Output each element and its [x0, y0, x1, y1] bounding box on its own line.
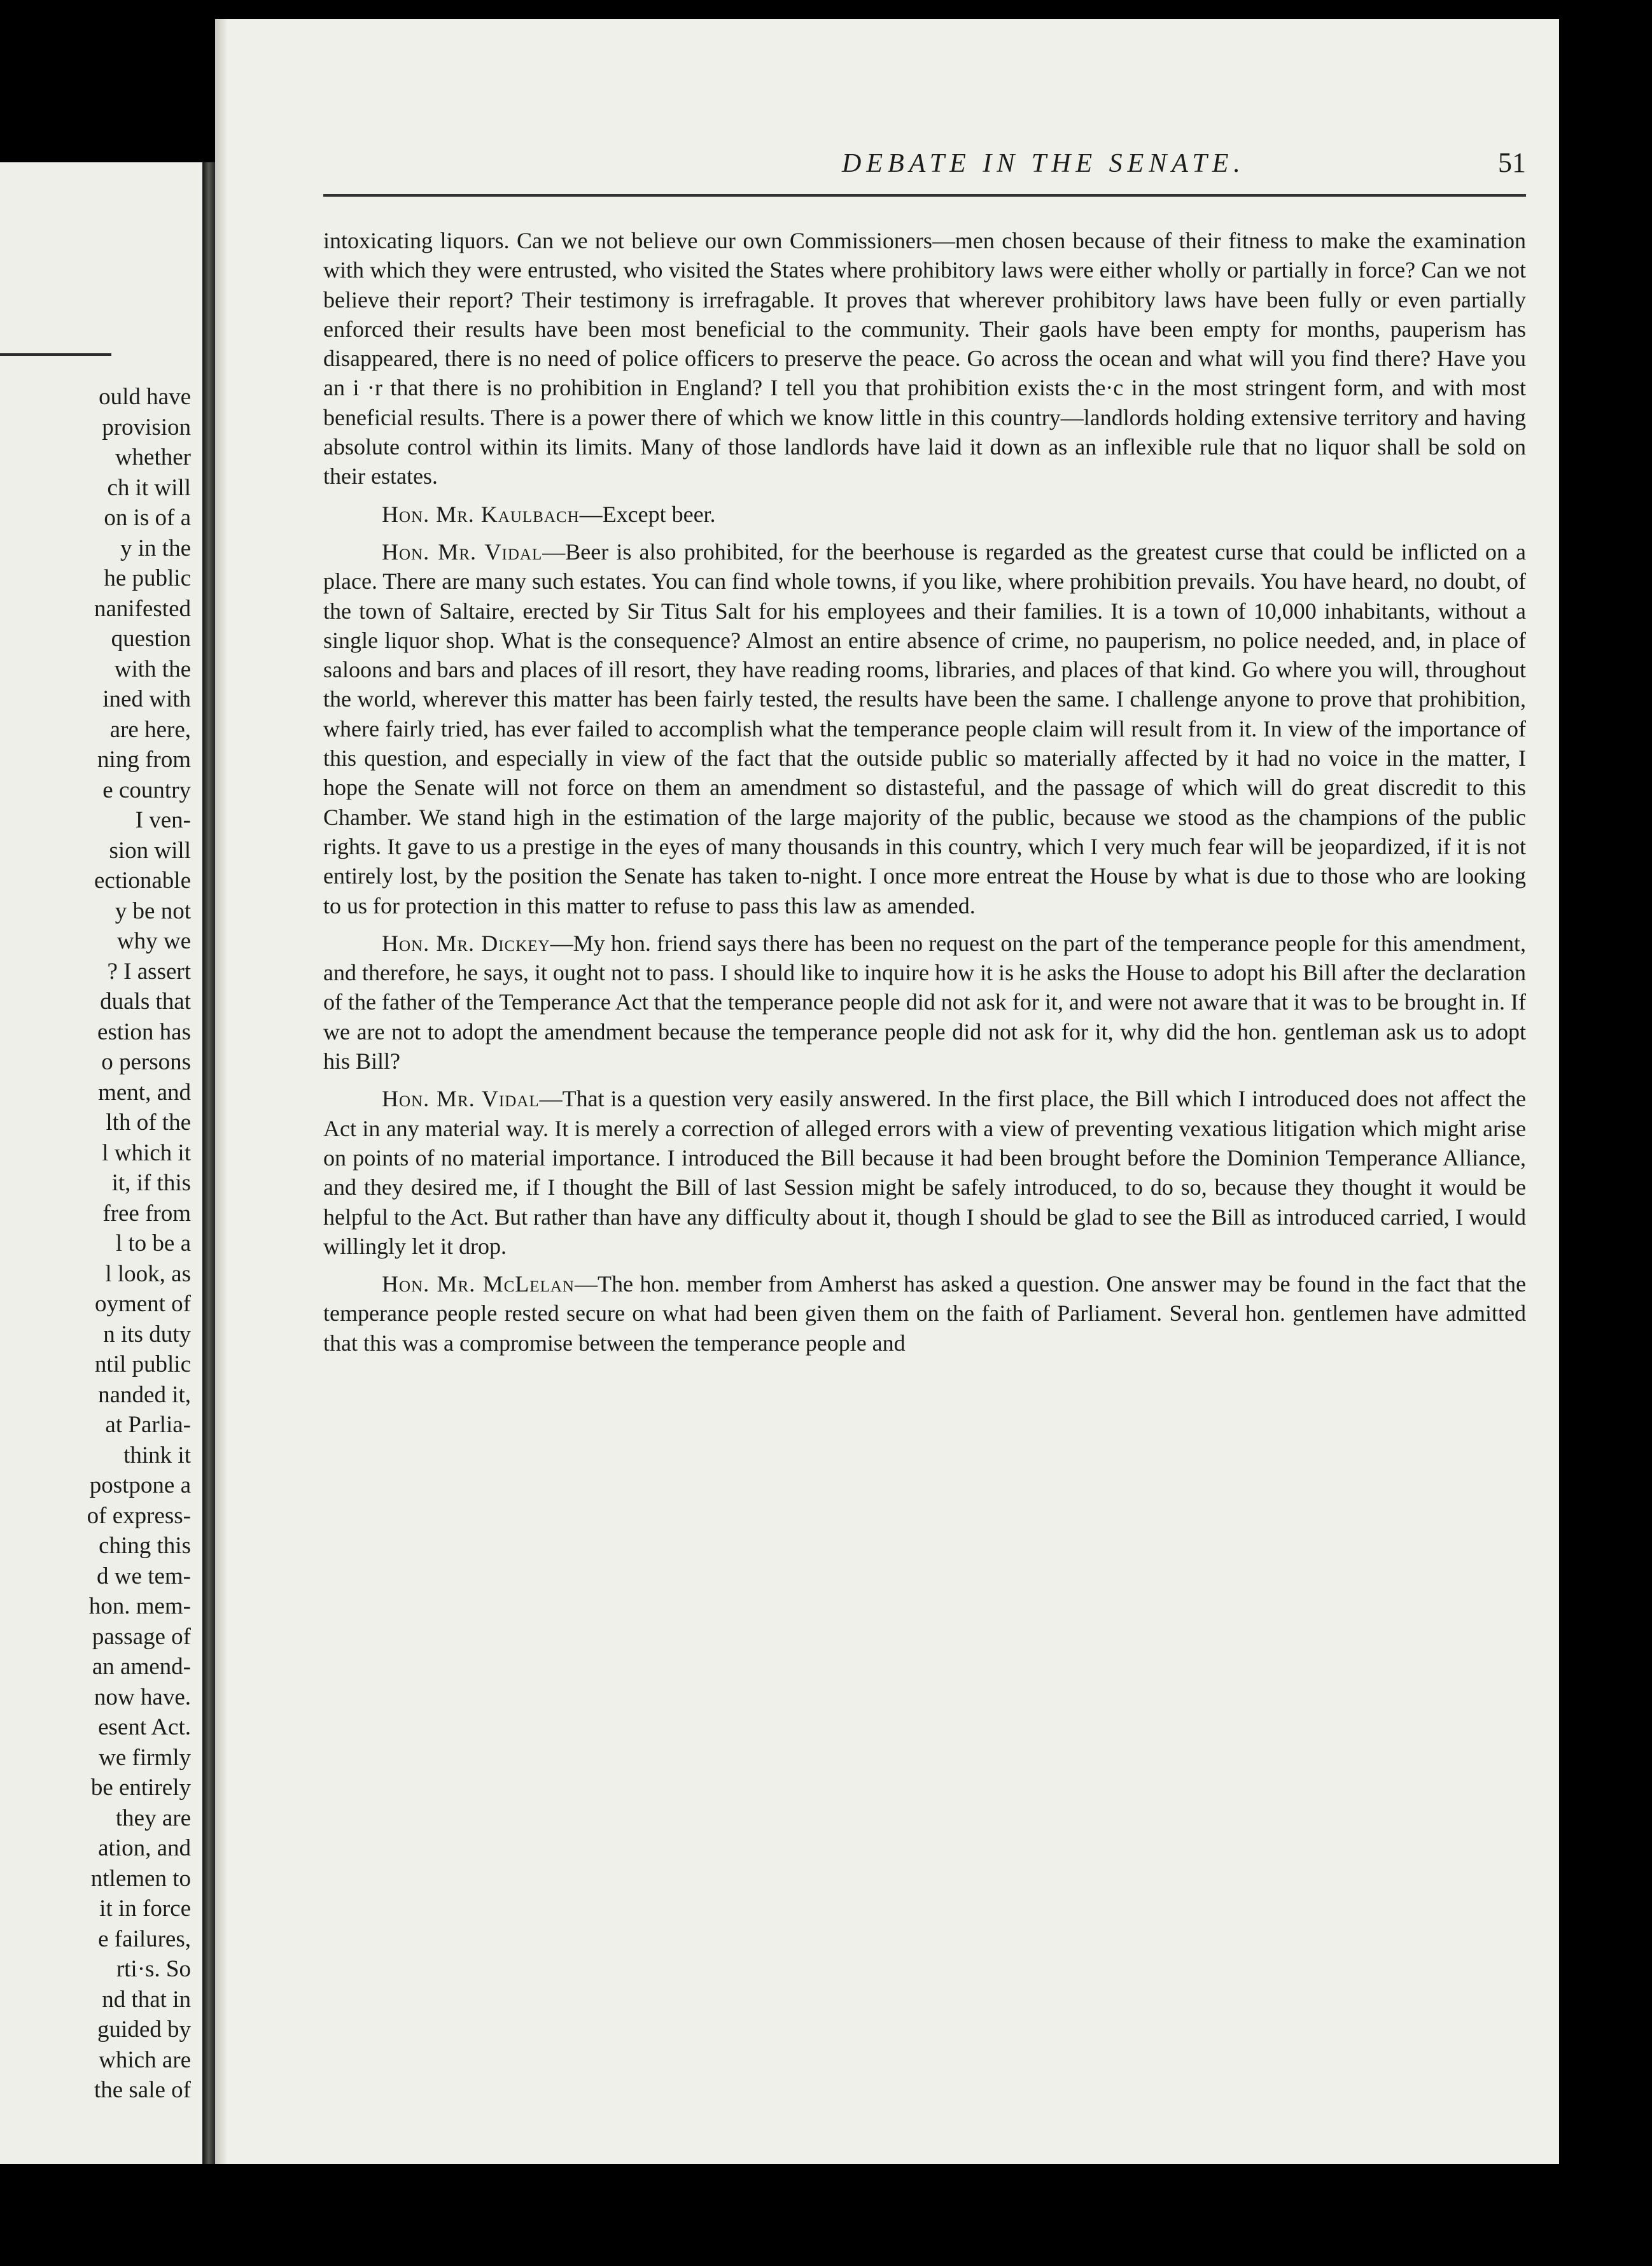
facing-line: on is of a: [104, 505, 191, 531]
facing-line: with the: [114, 656, 191, 682]
facing-line: ment, and: [98, 1079, 191, 1106]
facing-line: nd that in: [102, 1986, 191, 2013]
facing-line: ntil public: [94, 1351, 191, 1377]
facing-line: whether: [115, 444, 191, 470]
facing-line: esent Act.: [98, 1714, 191, 1740]
paragraph-text: —The hon. member from Amherst has asked a question. One answer may be found in the fact that the temperance people rested secure on what had been given them on the faith of Parliament. Several hon. gentlemen have admitted that this was a compromise between the temperance people and: [323, 1271, 1526, 1356]
facing-line: it, if this: [111, 1170, 191, 1196]
paragraph: [323, 929, 1526, 1076]
facing-line: lth of the: [106, 1109, 191, 1136]
facing-line: postpone a: [89, 1472, 191, 1498]
facing-page-text: [0, 382, 191, 2106]
facing-line: now have.: [94, 1684, 191, 1710]
facing-line: y be not: [115, 897, 191, 924]
facing-line: oyment of: [94, 1291, 191, 1317]
facing-line: it in force: [99, 1896, 191, 1922]
facing-line: we firmly: [99, 1744, 191, 1771]
facing-line: d we tem-: [97, 1563, 191, 1589]
facing-line: e failures,: [98, 1925, 191, 1952]
paragraph: [323, 500, 1526, 529]
facing-line: he public: [104, 565, 191, 591]
speaker-name: Hon. Mr. McLelan: [382, 1271, 575, 1297]
facing-line: sion will: [109, 837, 191, 864]
facing-line: the sale of: [94, 2077, 191, 2103]
facing-line: are here,: [109, 716, 191, 743]
paragraph-text: —Beer is also prohibited, for the beerhouse is regarded as the greatest curse that could be inflicted on a place. There are many such estates. You can find whole towns, if you like, where prohibition prevails. You have heard, no doubt, of the town of Saltaire, erected by Sir Titus Salt for his employees and their families. It is a town of 10,000 inhabitants, without a single liquor shop. What is the consequence? Almost an entire absence of crime, no pauperism, no police needed, and, in place of saloons and bars and places of ill resort, they have reading rooms, libraries, and places of that kind. Go where you will, throughout the world, wherever this matter has been fairly tested, the results have been the same. I challenge anyone to prove that prohibition, where fairly tried, has ever failed to accomplish what the temperance people claim will result from it. In view of the importance of this question, and especially in view of the fact that the outside public so materially affected by it had no voice in the matter, I hope the Senate will not force on them an amendment so distasteful, and the passage of which will do great discredit to this Chamber. We stand high in the estimation of the large majority of the public, because we stood as the champions of the public rights. It gave to us a prestige in the eyes of many thousands in this country, which I very much fear will be jeopardized, if it is not entirely lost, by the position the Senate has taken to-night. I once more entreat the House by what is due to those who are looking to us for protection in this matter to refuse to pass this law as amended.: [323, 538, 1527, 918]
facing-line: provision: [102, 414, 191, 440]
facing-line: I ven-: [135, 807, 191, 833]
speaker-name: Hon. Mr. Kaulbach: [382, 501, 580, 527]
page-edge: [215, 19, 227, 2164]
facing-line: rti·s. So: [116, 1956, 191, 1982]
facing-line: ectionable: [94, 868, 191, 894]
speaker-name: Hon. Mr. Dickey: [382, 930, 550, 956]
facing-line: duals that: [100, 989, 191, 1015]
running-title: DEBATE IN THE SENATE.: [842, 149, 1245, 178]
facing-line: why we: [116, 928, 191, 954]
facing-line: ined with: [102, 686, 191, 712]
facing-line: l which it: [102, 1139, 191, 1166]
facing-line: l to be a: [115, 1230, 191, 1256]
paragraph: [323, 1084, 1526, 1261]
facing-line: n its duty: [103, 1321, 191, 1348]
paragraph: [323, 537, 1526, 920]
facing-line: an amend-: [92, 1654, 191, 1680]
facing-line: nanifested: [94, 595, 191, 622]
paragraph: [323, 1269, 1526, 1358]
facing-page-fragment: [0, 162, 202, 2164]
facing-line: be entirely: [90, 1775, 191, 1801]
paragraph-text: —My hon. friend says there has been no request on the part of the temperance people for this amendment, and therefore, he says, it ought not to pass. I should like to inquire how it is he asks the House to adopt his Bill after the declaration of the father of the Temperance Act that the temperance people did not ask for it, and were not aware that it was to be brought in. If we are not to adopt the amendment because the temperance people did not ask for it, why did the hon. gentleman ask us to adopt his Bill?: [323, 930, 1526, 1074]
running-header: [323, 143, 1526, 188]
facing-line: of express-: [87, 1502, 191, 1529]
header-rule: [323, 194, 1526, 197]
facing-page-rule: [0, 353, 111, 356]
paragraph: [323, 226, 1526, 491]
facing-line: ching this: [99, 1533, 191, 1559]
speaker-name: Hon. Mr. Vidal: [382, 1086, 540, 1112]
facing-line: e country: [102, 777, 191, 803]
facing-line: ? I assert: [107, 958, 191, 985]
facing-line: estion has: [97, 1018, 191, 1045]
facing-line: they are: [115, 1805, 191, 1831]
facing-line: ning from: [97, 747, 191, 773]
facing-line: hon. mem-: [88, 1593, 191, 1619]
facing-line: passage of: [92, 1623, 191, 1650]
facing-line: l look, as: [105, 1260, 191, 1287]
facing-line: think it: [123, 1442, 191, 1468]
facing-line: ntlemen to: [90, 1865, 191, 1892]
paragraph-text: intoxicating liquors. Can we not believe our own Commissioners—men chosen because of their fitness to make the examination with which they were entrusted, who visited the States where prohibitory laws were either wholly or partially in force? Can we not believe their report? Their testimony is irrefragable. It proves that wherever prohibitory laws have been fully or even partially enforced their results have been most beneficial to the community. Their gaols have been empty for months, pauperism has disappeared, there is no need of police officers to preserve the peace. Go across the ocean and what will you find there? Have you an i ·r that there is no prohibition in England? I tell you that prohibition exists the·c in the most stringent form, and with most beneficial results. There is a power there of which we know little in this country—landlords holding extensive territory and having absolute control within its limits. Many of those landlords have laid it down as an inflexible rule that no liquor shall be sold on their estates.: [323, 228, 1526, 489]
facing-line: question: [111, 626, 191, 652]
facing-line: ch it will: [107, 474, 191, 501]
facing-line: y in the: [120, 535, 191, 561]
book-gutter: [202, 162, 215, 2164]
facing-line: at Parlia-: [105, 1412, 191, 1438]
paragraph-text: —Except beer.: [579, 501, 716, 527]
body-text: [323, 226, 1526, 1366]
facing-line: guided by: [97, 2016, 191, 2043]
facing-line: o persons: [101, 1049, 191, 1075]
facing-line: free from: [102, 1200, 191, 1227]
facing-line: which are: [99, 2046, 191, 2073]
page-number: 51: [1498, 147, 1526, 178]
paragraph-text: —That is a question very easily answered. In the first place, the Bill which I introduced does not affect the Act in any material way. It is merely a correction of alleged errors with a view of preventing vexatious litigation which might arise on points of no material importance. I introduced the Bill because it had been brought before the Dominion Temperance Alliance, and they desired me, if I thought the Bill of last Session might be safely introduced, to do so, because they thought it would be helpful to the Act. But rather than have any difficulty about it, though I should be glad to see the Bill as introduced carried, I would willingly let it drop.: [323, 1086, 1527, 1259]
facing-line: nanded it,: [98, 1381, 191, 1408]
facing-line: ould have: [99, 384, 191, 410]
speaker-name: Hon. Mr. Vidal: [382, 538, 543, 565]
facing-line: ation, and: [98, 1835, 191, 1861]
page: [215, 19, 1559, 2164]
